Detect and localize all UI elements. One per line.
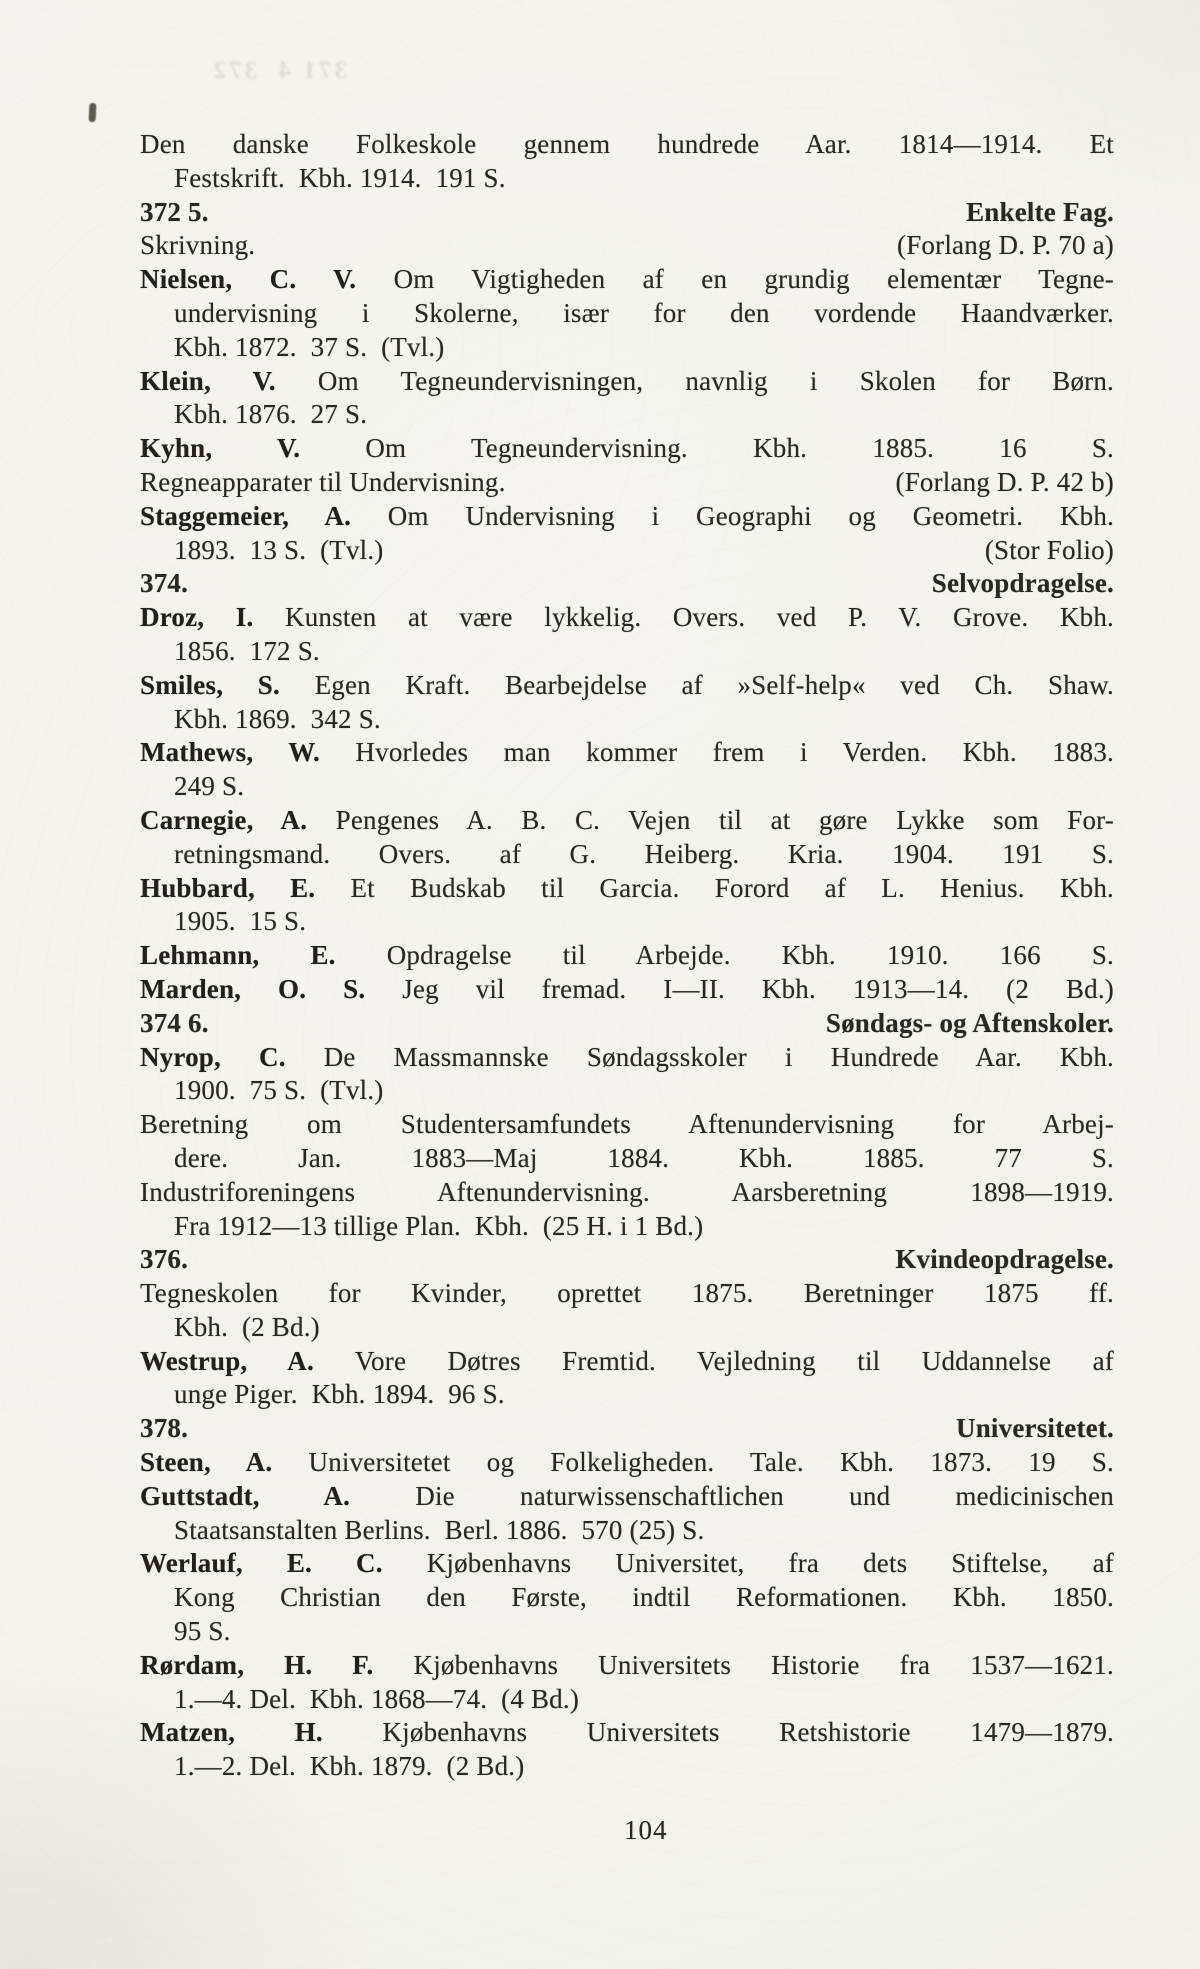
bibliography-line: 1.—2. Del. Kbh. 1879. (2 Bd.) (174, 1751, 525, 1782)
bibliography-line: 95 S. (174, 1616, 231, 1647)
line-right-text: Søndags- og Aftenskoler. (825, 1007, 1114, 1038)
ink-speck (89, 103, 97, 122)
line-right-text: (Forlang D. P. 70 a) (897, 230, 1114, 261)
line-left-text: Regneapparater til Undervisning. (140, 466, 506, 497)
bibliography-line: 1856. 172 S. (174, 635, 320, 666)
bibliography-line: 249 S. (174, 771, 245, 802)
bibliography-line: 1900. 75 S. (Tvl.) (174, 1075, 384, 1106)
bibliography-line: Kbh. (2 Bd.) (174, 1311, 320, 1342)
author-name: Staggemeier, A. (140, 500, 352, 531)
bibliography-line: Kbh. 1872. 37 S. (Tvl.) (174, 331, 445, 362)
author-name: Nielsen, C. V. (140, 264, 357, 295)
author-name: Guttstadt, A. (140, 1480, 351, 1511)
line-left-text: 378. (140, 1413, 189, 1444)
line-right-text: Enkelte Fag. (966, 196, 1114, 227)
bibliography-line: Staatsanstalten Berlins. Berl. 1886. 570 (25) S. (174, 1514, 705, 1545)
bibliography-line: Beretning om Studentersamfundets Aftenundervisning for Arbej- (140, 1109, 1114, 1140)
bibliography-line: Den danske Folkeskole gennem hundrede Aar. 1814—1914. Et (140, 129, 1114, 159)
section-heading (140, 567, 1114, 601)
bibliography-line: Lehmann, E. Opdragelse til Arbejde. Kbh. 1910. 166 S. (140, 940, 1115, 971)
bibliography-line: undervisning i Skolerne, især for den vordende Haandværker. (174, 297, 1114, 328)
bibliography-line: dere. Jan. 1883—Maj 1884. Kbh. 1885. 77 S. (174, 1142, 1114, 1173)
line-right-text: (Stor Folio) (984, 534, 1114, 565)
bibliography-line: Nyrop, C. De Massmannske Søndagsskoler i Hundrede Aar. Kbh. (140, 1041, 1114, 1072)
bibliography-line: 1.—4. Del. Kbh. 1868—74. (4 Bd.) (174, 1683, 580, 1714)
bibliography-line: Industriforeningens Aftenundervisning. Aarsberetning 1898—1919. (140, 1176, 1114, 1207)
line-left-text: 374. (140, 568, 189, 599)
bibliography-line: Festskrift. Kbh. 1914. 191 S. (174, 162, 506, 193)
line-right-text: Kvindeopdragelse. (895, 1244, 1114, 1275)
bibliography-line (140, 534, 1114, 568)
bibliography-line: Kong Christian den Første, indtil Reformationen. Kbh. 1850. (174, 1582, 1114, 1613)
bibliography-line: Westrup, A. Vore Døtres Fremtid. Vejledning til Uddannelse af (140, 1345, 1115, 1376)
section-heading (140, 1412, 1114, 1446)
line-right-text: (Forlang D. P. 42 b) (895, 466, 1114, 497)
author-name: Mathews, W. (140, 737, 320, 768)
author-name: Steen, A. (140, 1447, 273, 1478)
bibliography-line (140, 466, 1114, 500)
author-name: Westrup, A. (140, 1345, 314, 1376)
bibliography-line: retningsmand. Overs. af G. Heiberg. Kria. 1904. 191 S. (174, 838, 1114, 869)
line-left-text: 1893. 13 S. (Tvl.) (174, 534, 384, 565)
page-number: 104 (624, 1815, 668, 1845)
section-heading (140, 1007, 1114, 1041)
author-name: Werlauf, E. C. (140, 1548, 383, 1579)
section-heading (140, 196, 1114, 230)
bibliography-line: 1905. 15 S. (174, 906, 307, 937)
author-name: Carnegie, A. (140, 804, 308, 835)
section-heading (140, 1243, 1114, 1277)
bibliography-line: Staggemeier, A. Om Undervisning i Geographi og Geometri. Kbh. (140, 500, 1115, 531)
bleedthrough-text: 371 4 372 (210, 57, 347, 84)
bibliography-line: Guttstadt, A. Die naturwissenschaftlichen und medicinischen (140, 1480, 1114, 1511)
bibliography-line: Fra 1912—13 tillige Plan. Kbh. (25 H. i 1 Bd.) (174, 1210, 704, 1241)
bibliography-line: Kyhn, V. Om Tegneundervisning. Kbh. 1885. 16 S. (140, 433, 1115, 464)
line-left-text: 376. (140, 1244, 189, 1275)
bibliography-line: Matzen, H. Kjøbenhavns Universitets Retshistorie 1479—1879. (140, 1717, 1114, 1748)
bibliography-line: Mathews, W. Hvorledes man kommer frem i Verden. Kbh. 1883. (140, 737, 1114, 768)
bibliography-line: Klein, V. Om Tegneundervisningen, navnlig i Skolen for Børn. (140, 365, 1115, 396)
bibliography-line: Kbh. 1876. 27 S. (174, 399, 368, 430)
bibliography-line: Hubbard, E. Et Budskab til Garcia. Forord af L. Henius. Kbh. (140, 872, 1114, 903)
author-name: Nyrop, C. (140, 1041, 286, 1072)
bibliography-line: unge Piger. Kbh. 1894. 96 S. (174, 1379, 505, 1410)
author-name: Marden, O. S. (140, 973, 366, 1004)
text-block (140, 128, 1114, 1784)
bibliography-line: Kbh. 1869. 342 S. (174, 703, 381, 734)
bibliography-line: Werlauf, E. C. Kjøbenhavns Universitet, fra dets Stiftelse, af (140, 1548, 1114, 1579)
author-name: Droz, I. (140, 602, 254, 633)
bibliography-line: Tegneskolen for Kvinder, oprettet 1875. Beretninger 1875 ff. (140, 1278, 1114, 1309)
author-name: Kyhn, V. (140, 433, 301, 464)
author-name: Klein, V. (140, 365, 276, 396)
line-left-text: Skrivning. (140, 230, 256, 261)
line-right-text: Universitetet. (956, 1413, 1114, 1444)
author-name: Smiles, S. (140, 669, 280, 700)
bibliography-line: Steen, A. Universitetet og Folkeligheden. Tale. Kbh. 1873. 19 S. (140, 1447, 1114, 1478)
bibliography-line: Carnegie, A. Pengenes A. B. C. Vejen til at gøre Lykke som For- (140, 804, 1114, 835)
bibliography-line: Rørdam, H. F. Kjøbenhavns Universitets Historie fra 1537—1621. (140, 1649, 1114, 1680)
bibliography-line: Marden, O. S. Jeg vil fremad. I—II. Kbh. 1913—14. (2 Bd.) (140, 973, 1114, 1004)
author-name: Hubbard, E. (140, 872, 316, 903)
line-right-text: Selvopdragelse. (931, 568, 1114, 599)
author-name: Lehmann, E. (140, 940, 336, 971)
line-left-text: 372 5. (140, 196, 209, 227)
bibliography-line (140, 229, 1114, 263)
bibliography-line: Droz, I. Kunsten at være lykkelig. Overs. ved P. V. Grove. Kbh. (140, 602, 1114, 633)
author-name: Rørdam, H. F. (140, 1649, 374, 1680)
bibliography-line: Smiles, S. Egen Kraft. Bearbejdelse af »Self-help« ved Ch. Shaw. (140, 669, 1114, 700)
author-name: Matzen, H. (140, 1717, 323, 1748)
bibliography-line: Nielsen, C. V. Om Vigtigheden af en grundig elementær Tegne- (140, 264, 1114, 295)
line-left-text: 374 6. (140, 1007, 209, 1038)
